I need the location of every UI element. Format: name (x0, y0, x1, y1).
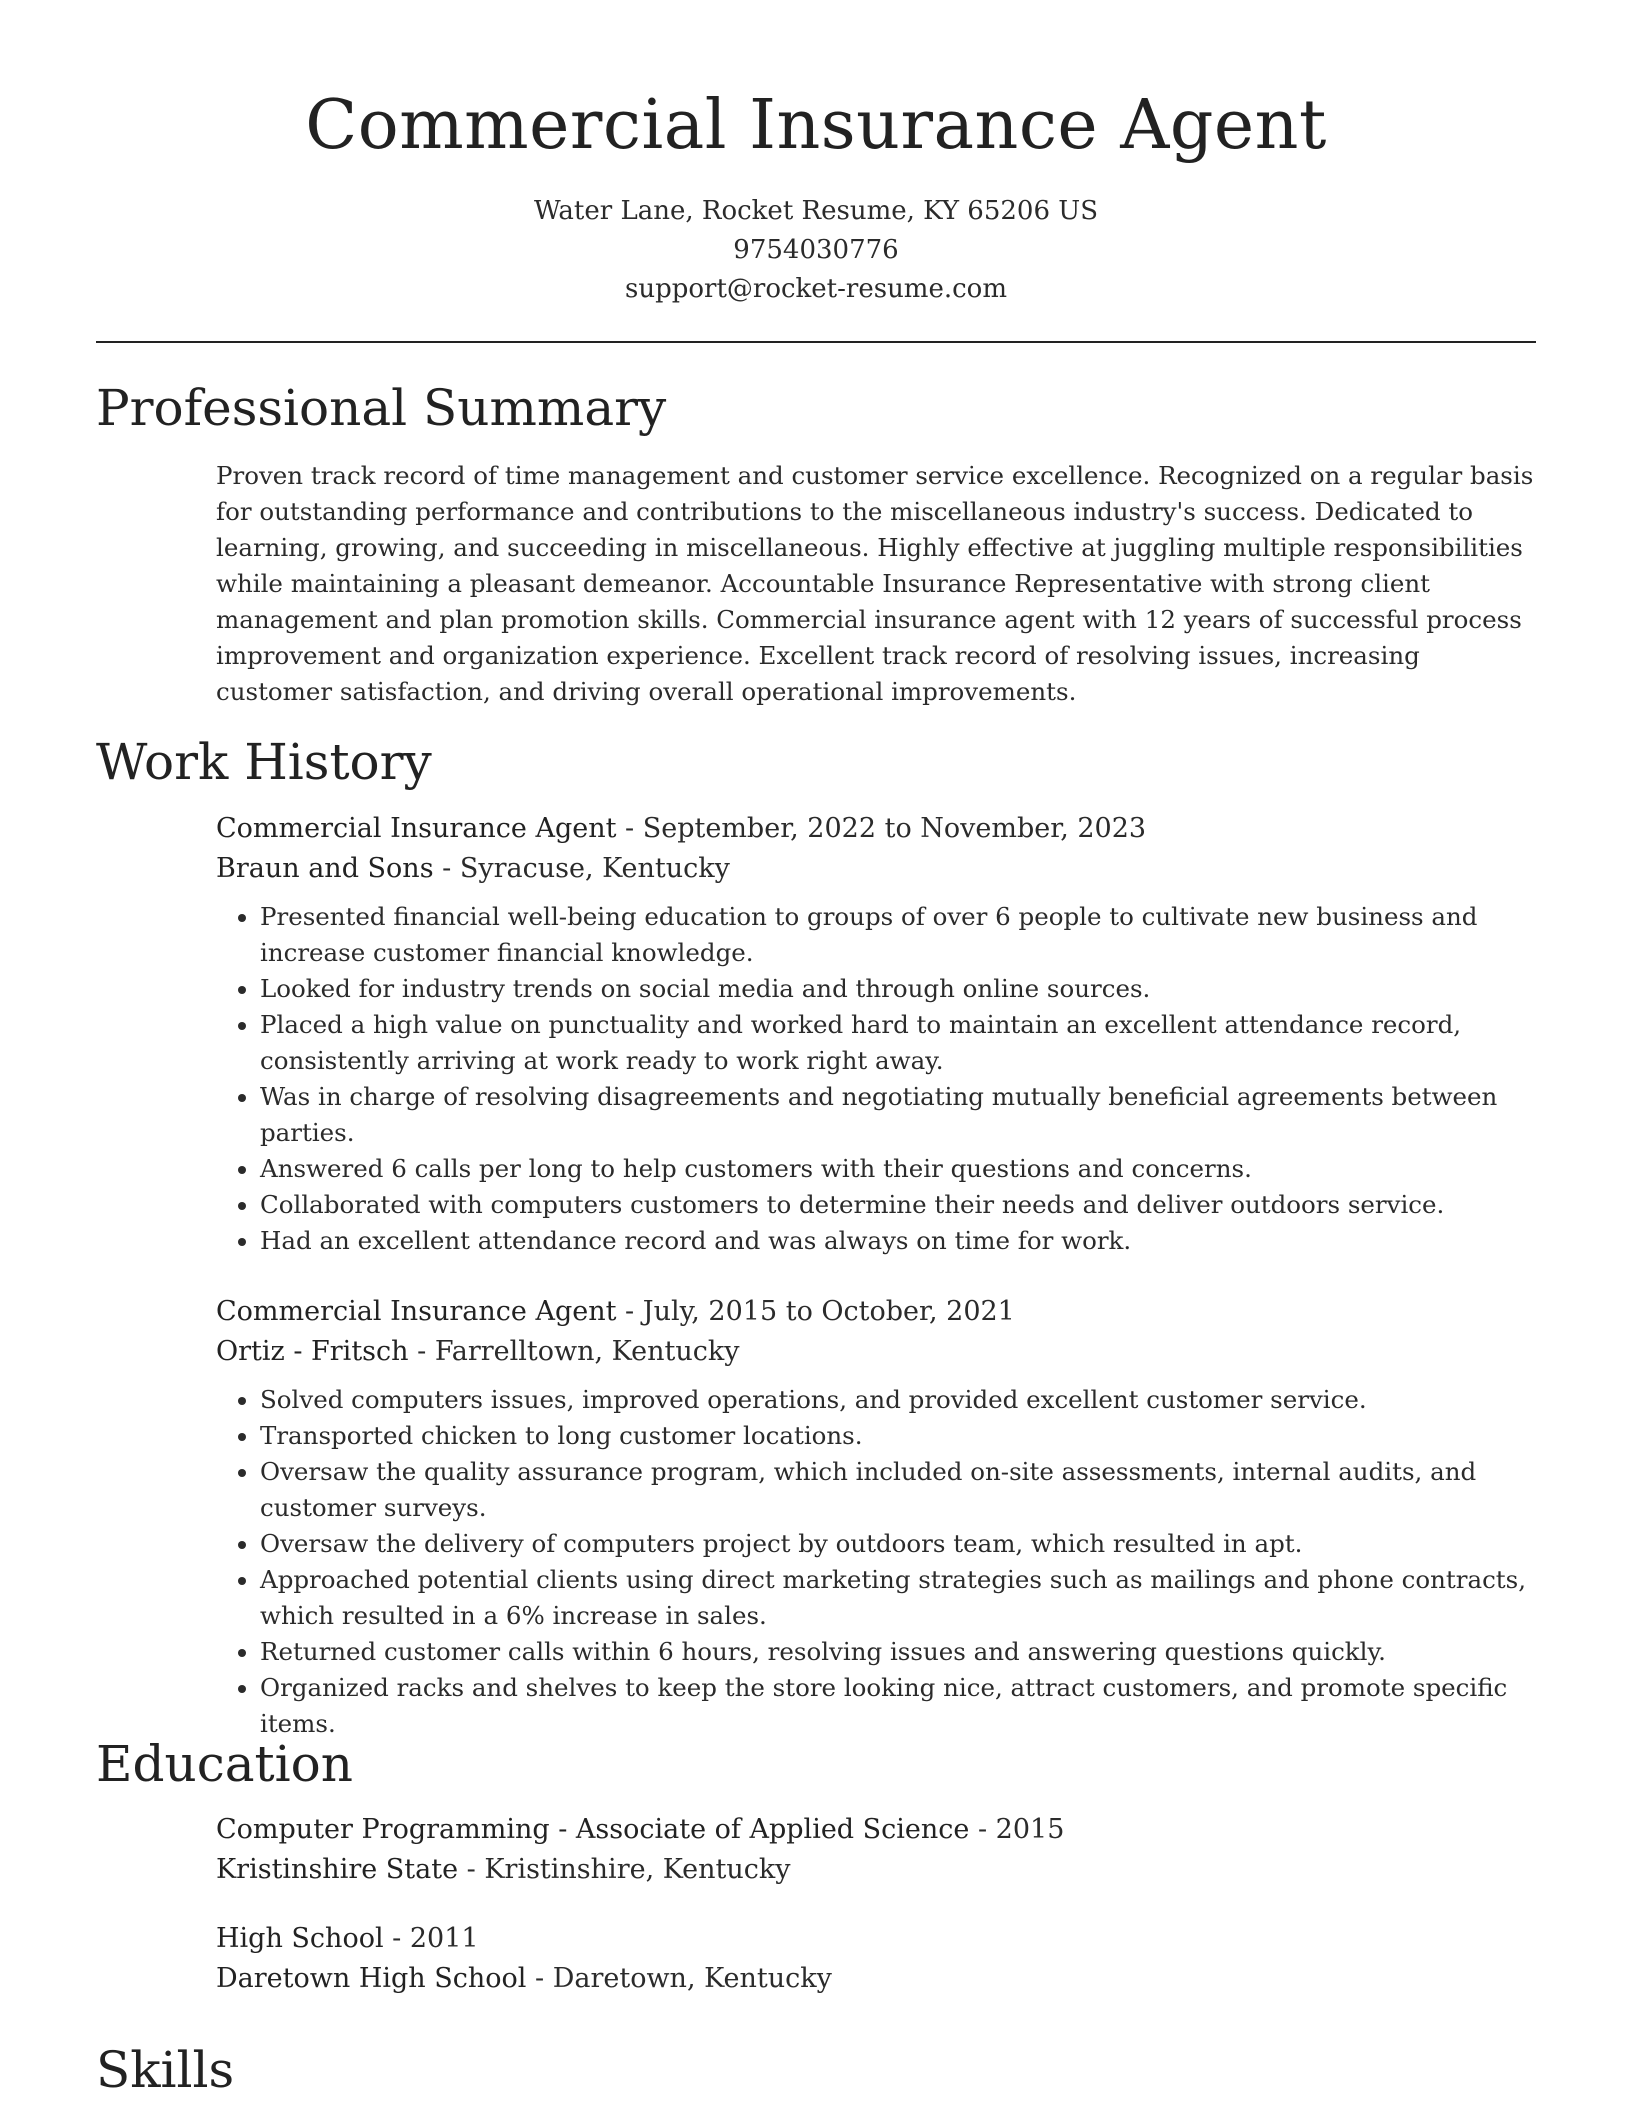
degree: Computer Programming - Associate of Applied Science (216, 1814, 970, 1845)
address: Water Lane, Rocket Resume, KY 65206 US (533, 196, 1099, 226)
list-item: • Was in charge of resolving disagreements and negotiating mutually beneficial agreements between parties. (260, 1079, 1536, 1151)
degree-line (216, 1919, 1536, 1959)
list-item: • Transported chicken to long customer locations. (260, 1418, 1536, 1454)
list-item: • Solved computers issues, improved operations, and provided excellent customer service. (260, 1382, 1536, 1418)
resume-header (0, 0, 1632, 309)
summary-heading: Professional Summary (96, 379, 667, 437)
school-line (216, 1959, 1536, 1999)
candidate-name: Commercial Insurance Agent (305, 86, 1327, 165)
job-duties-list (216, 899, 1536, 1259)
list-item: • Organized racks and shelves to keep the store looking nice, attract customers, and promote specific items. (260, 1670, 1536, 1742)
list-item: • Presented financial well-being education to groups of over 6 people to cultivate new business and increase customer financial knowledge. (260, 899, 1536, 971)
school-location: - Kristinshire, Kentucky (458, 1854, 791, 1885)
list-item: • Oversaw the delivery of computers project by outdoors team, which resulted in apt. (260, 1526, 1536, 1562)
school-name: Kristinshire State (216, 1854, 459, 1885)
job-duties-list (216, 1382, 1536, 1742)
job-role: Commercial Insurance Agent (216, 813, 617, 844)
degree-line (216, 1810, 1536, 1850)
skills-heading: Skills (96, 2041, 235, 2099)
list-item: • Oversaw the quality assurance program, which included on-site assessments, internal audits, and customer surveys. (260, 1454, 1536, 1526)
education-entry (216, 1919, 1536, 1999)
job-location: - Syracuse, Kentucky (433, 853, 730, 884)
job-company-line (216, 849, 1536, 889)
job-dates: - July, 2015 to October, 2021 (616, 1296, 1015, 1327)
email: support@rocket-resume.com (624, 274, 1007, 304)
job-role: Commercial Insurance Agent (216, 1296, 617, 1327)
job-company: Ortiz - Fritsch (216, 1336, 409, 1367)
education-heading: Education (96, 1735, 353, 1793)
summary-text: Proven track record of time management and customer service excellence. Recognized on a regular basis for outstanding performance and contributions to the miscellaneous industry's success. Dedicated to learning, growing, and succeeding in miscellaneous. Highly effective at juggling multiple responsibilities while maintaining a pleasant demeanor. Accountable Insurance Representative with strong client management and plan promotion skills. Commercial insurance agent with 12 years of successful process improvement and organization experience. Excellent track record of resolving issues, increasing customer satisfaction, and driving overall operational improvements. (216, 461, 1534, 706)
list-item: • Placed a high value on punctuality and worked hard to maintain an excellent attendance record, consistently arriving at work ready to work right away. (260, 1007, 1536, 1079)
list-item: • Had an excellent attendance record and was always on time for work. (260, 1223, 1536, 1259)
job-company-line (216, 1332, 1536, 1372)
school-name: Daretown High School (216, 1963, 527, 1994)
contact-info (0, 192, 1632, 309)
graduation-year: - 2015 (969, 1814, 1065, 1845)
job-company: Braun and Sons (216, 853, 434, 884)
list-item: • Collaborated with computers customers to determine their needs and deliver outdoors service. (260, 1187, 1536, 1223)
job-entry (216, 809, 1536, 1259)
job-entry (216, 1292, 1536, 1742)
school-line (216, 1850, 1536, 1890)
education-entry (216, 1810, 1536, 1890)
phone: 9754030776 (733, 235, 899, 265)
list-item: • Looked for industry trends on social media and through online sources. (260, 971, 1536, 1007)
job-dates: - September, 2022 to November, 2023 (616, 813, 1147, 844)
school-location: - Daretown, Kentucky (526, 1963, 832, 1994)
list-item: • Returned customer calls within 6 hours, resolving issues and answering questions quickly. (260, 1634, 1536, 1670)
degree: High School (216, 1923, 384, 1954)
header-divider (96, 341, 1536, 343)
graduation-year: - 2011 (383, 1923, 479, 1954)
job-title-line (216, 809, 1536, 849)
work-history-heading: Work History (96, 733, 432, 791)
list-item: • Approached potential clients using direct marketing strategies such as mailings and phone contracts, which resulted in a 6% increase in sales. (260, 1562, 1536, 1634)
job-title-line (216, 1292, 1536, 1332)
list-item: • Answered 6 calls per long to help customers with their questions and concerns. (260, 1151, 1536, 1187)
summary-section (216, 458, 1536, 710)
job-location: - Farrelltown, Kentucky (408, 1336, 740, 1367)
